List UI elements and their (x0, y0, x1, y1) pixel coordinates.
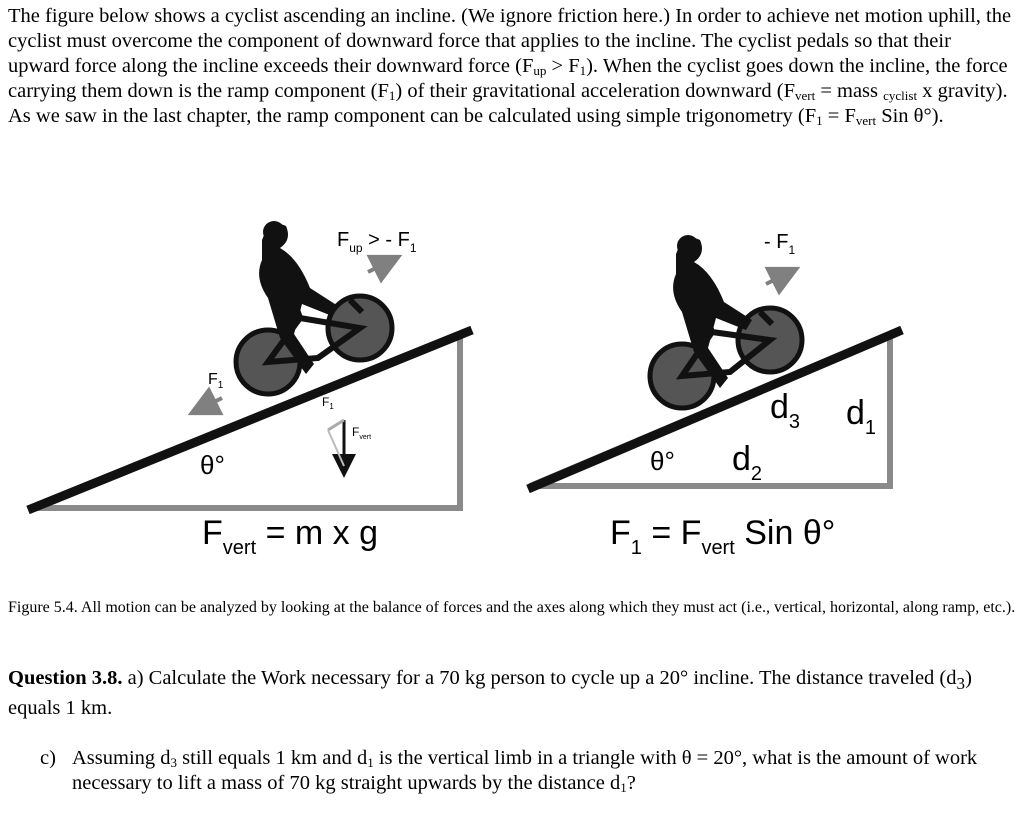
question-part-c (40, 746, 1016, 796)
left-f1-small-label: $F_1$ (322, 395, 334, 411)
left-equation: $F_{vert} = m$ x g (202, 514, 378, 559)
left-f1-arrow (202, 398, 222, 408)
right-negf1-label: - $F_1$ (764, 231, 796, 257)
right-panel (528, 231, 902, 559)
question-label: Question 3.8. (8, 667, 123, 689)
intro-paragraph: The figure below shows a cyclist ascending an incline. (We ignore friction here.) In order to achieve net motion uphill, the cyclist must overcome the component of downward force that applies to the incline. The cyclist pedals so that their upward force along the incline exceeds their downward force $(F_{up} > F_1)$. When the cyclist goes down the incline, the force carrying them down is the ramp component $(F_1)$ of their gravitational acceleration downward ($F_{vert}$ = mass $_{cyclist}$ x gravity). As we saw in the last chapter, the ramp component can be calculated using simple trigonometry ($F_1 = F_{vert}$ Sin θ°). (8, 5, 1012, 128)
left-f1-label: $F_1$ (208, 371, 224, 391)
left-fvert-small-label: $F_{vert}$ (352, 425, 372, 441)
figure-caption: Figure 5.4. All motion can be analyzed by looking at the balance of forces and the axes along which they must act (i.e., vertical, horizontal, along ramp, etc.). (8, 599, 1016, 616)
part-c-text: Assuming $d_3$ still equals 1 km and $d_1$ is the vertical limb in a triangle with θ = 20°, what is the amount of work necessary to lift a mass of 70 kg straight upwards by the distance $d_1$? (72, 747, 978, 795)
left-panel (28, 221, 472, 559)
left-fup-label: $F_{up}$ > - $F_1$ (337, 229, 417, 255)
left-f1-component-arrow (328, 420, 344, 430)
left-theta-label: θ° (200, 450, 225, 480)
right-d1-label: $d_1$ (846, 394, 877, 439)
part-c-label: c) (40, 747, 56, 769)
cyclist-incline-figure (0, 200, 1024, 570)
right-equation: $F_1 = F_{vert}$ Sin θ° (610, 514, 836, 559)
question-3-8: Question 3.8. a) Calculate the Work necessary for a 70 kg person to cycle up a 20° incline. The distance traveled $(d_3)$ equals 1 km. (8, 667, 972, 720)
right-d2-label: $d_2$ (732, 440, 763, 485)
left-fup-arrow (368, 262, 388, 272)
right-d3-label: $d_3$ (770, 388, 801, 433)
right-negf1-arrow (766, 274, 786, 284)
right-theta-label: θ° (650, 446, 675, 476)
